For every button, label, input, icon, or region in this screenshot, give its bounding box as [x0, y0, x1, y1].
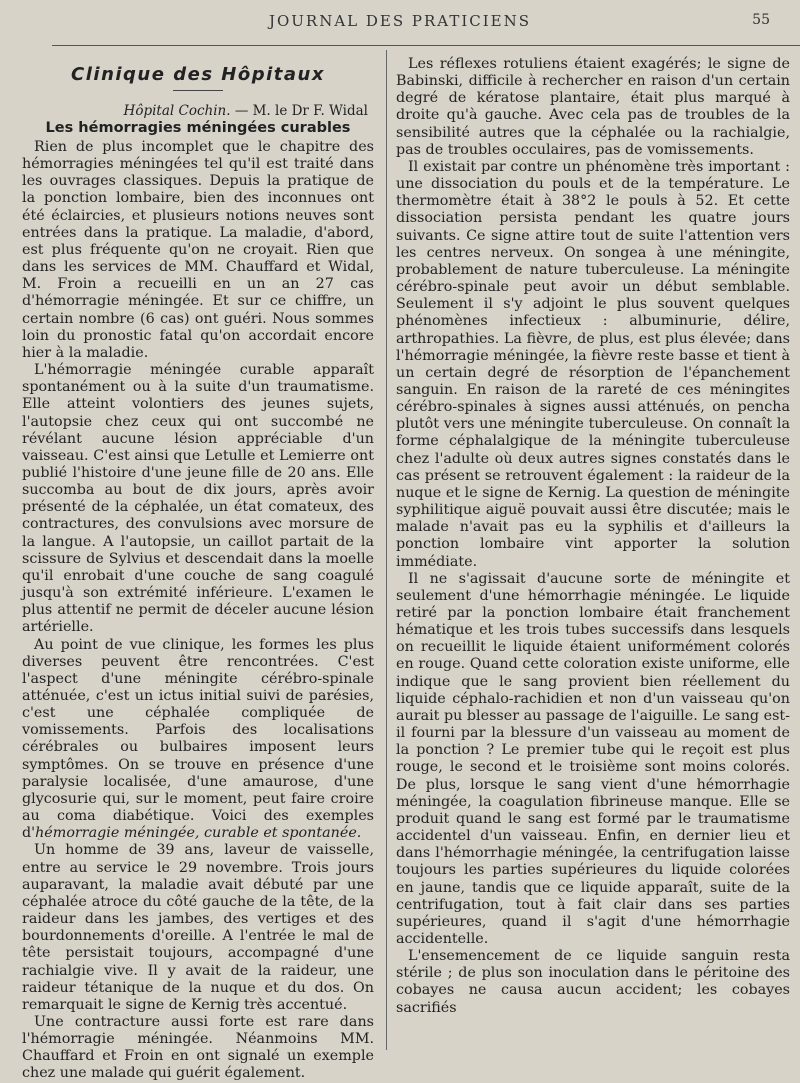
- paragraph: L'ensemencement de ce liquide sanguin resta stérile ; de plus son inoculation dans le péritoine des cobayes ne causa aucun accident; les cobayes sacrifiés: [396, 948, 790, 1016]
- paragraph: Il existait par contre un phénomène très important : une dissociation du pouls et de la température. Le thermomètre était à 38°2 le pouls à 52. Et cette dissociation persista pendant les quatre jours suivants. Ce signe attire tout de suite l'attention vers les centres nerveux. On songea à une méningite, probablement de nature tuberculeuse. La méningite cérébro-spinale peut avoir un début semblable. Seulement il s'y adjoint le plus souvent quelques phénomènes infectieux : albuminurie, délire, arthropathies. La fièvre, de plus, est plus élevée; dans l'hémorragie méningée, la fièvre reste basse et tient à un certain degré de résorption de l'épanchement sanguin. En raison de la rareté de ces méningites cérébro-spinales à signes aussi atténués, on pencha plutôt vers une méningite tuberculeuse. On connaît la forme céphalalgique de la méningite tuberculeuse chez l'adulte où deux autres signes constatés dans le cas présent se retrouvent également : la raideur de la nuque et le signe de Kernig. La question de méningite syphilitique aiguë pouvait aussi être discutée; mais le malade n'avait pas eu la syphilis et d'ailleurs la ponction lombaire vint apporter la solution immédiate.: [396, 158, 790, 570]
- page-number: 55: [752, 12, 770, 28]
- right-column: [396, 56, 790, 1017]
- paragraph: Rien de plus incomplet que le chapitre des hémorragies méningées tel qu'il est traité dans les ouvrages classiques. Depuis la pratique de la ponction lombaire, bien des inconnues ont été éclaircies, et plusieurs notions neuves sont entrées dans la pratique. La maladie, d'abord, est plus fréquente qu'on ne croyait. Rien que dans les services de MM. Chauffard et Widal, M. Froin a recueilli en un an 27 cas d'hémorragie méningée. Et sur ce chiffre, un certain nombre (6 cas) ont guéri. Nous sommes loin du pronostic fatal qu'on accordait encore hier à la maladie.: [22, 139, 374, 361]
- running-head: JOURNAL DES PRATICIENS: [268, 12, 532, 30]
- left-column: [22, 56, 374, 1083]
- paragraph: [22, 637, 374, 843]
- paragraph: Les réflexes rotuliens étaient exagérés; le signe de Babinski, difficile à rechercher en raison d'un certain degré de kératose plantaire, était plus marqué à droite qu'à gauche. Avec cela pas de troubles de la sensibilité autres que la céphalée ou la rachialgie, pas de troubles occulaires, pas de vomissements.: [396, 56, 790, 158]
- paragraph-italic-text: hémorragie méningée, curable et spontanée.: [35, 825, 362, 842]
- title-rule: [173, 90, 223, 91]
- paragraph-text: Au point de vue clinique, les formes les plus diverses peuvent être rencontrées. C'est l'aspect d'une méningite cérébro-spinale atténuée, c'est un ictus initial suivi de parésies, c'est une céphalée compliquée de vomissements. Parfois des localisations cérébrales ou bulbaires imposent leurs symptômes. On se trouve en présence d'une paralysie localisée, d'une amaurose, d'une glycosurie qui, sur le moment, peut faire croire au coma diabétique. Voici des exemples d': [22, 636, 374, 842]
- hospital-name: Hôpital Cochin.: [123, 103, 231, 119]
- article-title: Les hémorragies méningées curables: [45, 120, 351, 136]
- byline: [22, 103, 368, 120]
- paragraph: Une contracture aussi forte est rare dans l'hémorragie méningée. Néanmoins MM. Chauffard et Froin en ont signalé un exemple chez une malade qui guérit également.: [22, 1013, 374, 1082]
- section-title: Clinique des Hôpitaux: [71, 64, 325, 85]
- paragraph: L'hémorragie méningée curable apparaît spontanément ou à la suite d'un traumatisme. Elle atteint volontiers des jeunes sujets, l'autopsie chez ceux qui ont succombé ne révélant aucune lésion appréciable d'un vaisseau. C'est ainsi que Letulle et Lemierre ont publié l'histoire d'une jeune fille de 20 ans. Elle succomba au bout de dix jours, après avoir présenté de la céphalée, un état comateux, des contractures, des convulsions avec morsure de la langue. A l'autopsie, un caillot partait de la scissure de Sylvius et descendait dans la moelle qu'il enrobait d'une couche de sang coagulé jusqu'à son extrémité inférieure. L'examen le plus attentif ne permit de déceler aucune lésion artérielle.: [22, 362, 374, 636]
- column-rule: [386, 50, 387, 1050]
- author-name: — M. le Dr F. Widal: [234, 103, 368, 119]
- header-rule: [52, 45, 800, 46]
- paragraph: Un homme de 39 ans, laveur de vaisselle, entre au service le 29 novembre. Trois jours auparavant, la maladie avait débuté par une céphalée atroce du côté gauche de la tête, de la raideur dans les jambes, des vertiges et des bourdonnements d'oreille. A l'entrée le mal de tête persistait toujours, accompagné d'une rachialgie vive. Il y avait de la raideur, une raideur tétanique de la nuque et du dos. On remarquait le signe de Kernig très accentué.: [22, 842, 374, 1013]
- paragraph: Il ne s'agissait d'aucune sorte de méningite et seulement d'une hémorrhagie méningée. Le liquide retiré par la ponction lombaire était franchement hématique et les trois tubes successifs dans lesquels on recueillit le liquide étaient uniformément colorés en rouge. Quand cette coloration existe uniforme, elle indique que le sang provient bien réellement du liquide céphalo-rachidien et non d'un vaisseau qu'on aurait pu blesser au passage de l'aiguille. Le sang est-il fourni par la blessure d'un vaisseau au moment de la ponction ? Le premier tube qui le reçoit est plus rouge, le second et le troisième sont moins colorés. De plus, lorsque le sang vient d'une hémorrhagie méningée, la coagulation fibrineuse manque. Elle se produit quand le sang est formé par le traumatisme accidentel d'un vaisseau. Enfin, en dernier lieu et dans l'hémorrhagie méningée, la centrifugation laisse toujours les parties supérieures du liquide colorées en jaune, tandis que ce liquide apparaît, suite de la centrifugation, tout à fait clair dans ses parties supérieures, quand il s'agit d'une hémorrhagie accidentelle.: [396, 570, 790, 947]
